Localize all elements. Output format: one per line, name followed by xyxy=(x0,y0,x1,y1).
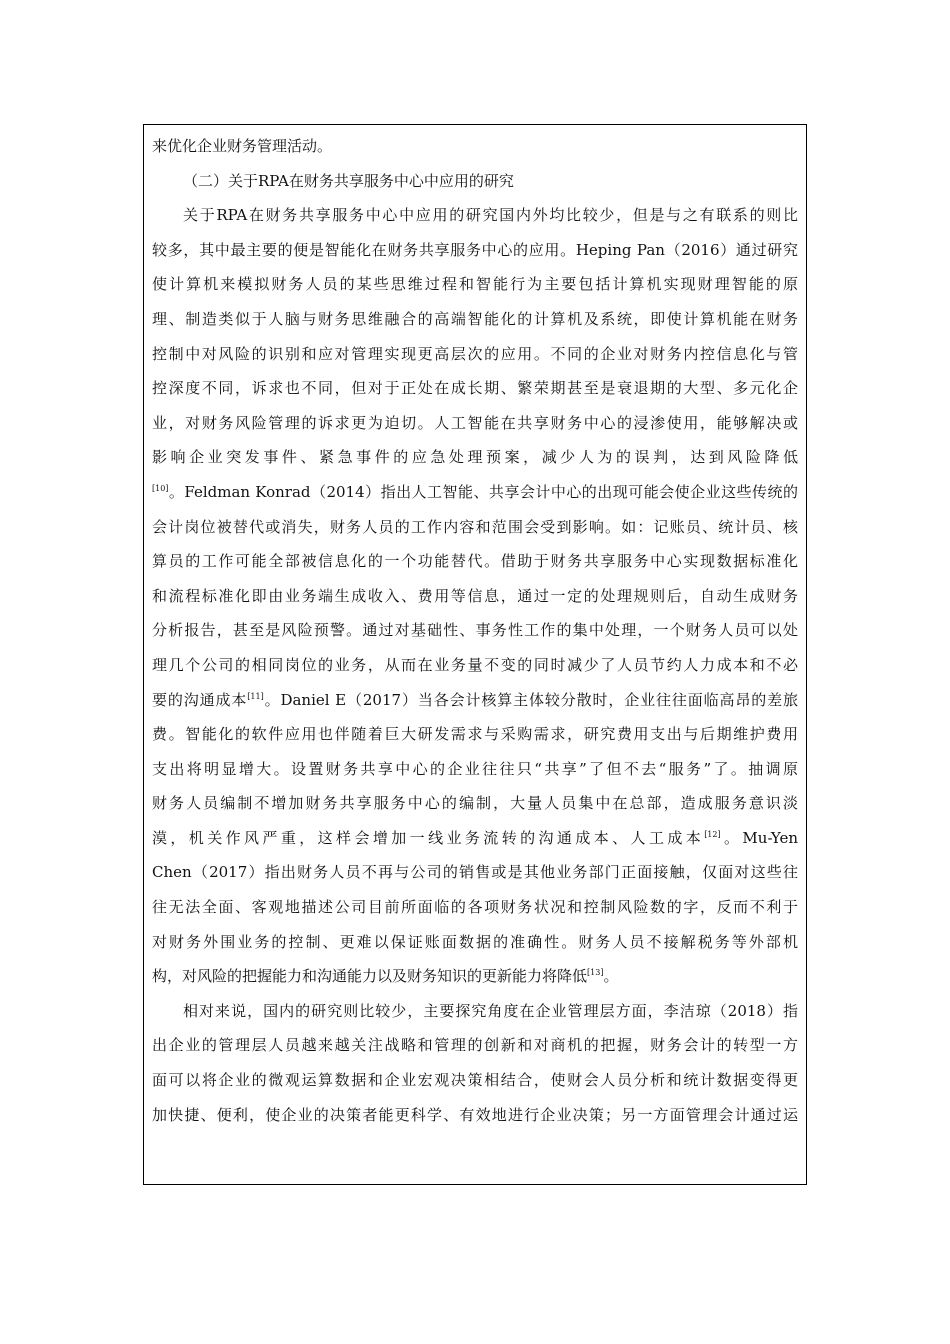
line-text: 算员的工作可能全部被信息化的一个功能替代。借助于财务共享服务中心实现数据标准化 xyxy=(152,552,798,571)
line-text: 往无法全面、客观地描述公司目前所面临的各项财务状况和控制风险数的字，反而不利于 xyxy=(152,898,798,917)
text-line xyxy=(152,371,798,406)
text-line xyxy=(152,1028,798,1063)
line-text: 业，对财务风险管理的诉求更为迫切。人工智能在共享财务中心的浸渗使用，能够解决或 xyxy=(152,413,798,432)
text-line xyxy=(152,648,798,683)
line-text-continued: 。 xyxy=(603,967,619,986)
text-line xyxy=(152,786,798,821)
citation-marker: [10] xyxy=(152,483,169,493)
text-line xyxy=(152,544,798,579)
line-text: 加快捷、便利，使企业的决策者能更科学、有效地进行企业决策；另一方面管理会计通过运 xyxy=(152,1105,798,1124)
text-line xyxy=(152,267,798,302)
text-line xyxy=(152,752,798,787)
line-text: 构，对风险的把握能力和沟通能力以及财务知识的更新能力将降低 xyxy=(152,967,588,986)
text-line xyxy=(152,302,798,337)
text-line xyxy=(152,925,798,960)
line-text: 和流程标准化即由业务端生成收入、费用等信息，通过一定的处理规则后，自动生成财务 xyxy=(152,586,798,605)
text-line xyxy=(152,475,798,510)
text-line xyxy=(152,613,798,648)
text-line xyxy=(152,1098,798,1133)
line-text: 。Feldman Konrad（2014）指出人工智能、共享会计中心的出现可能会使企业这些传统的 xyxy=(168,482,798,501)
line-text: 关于RPA在财务共享服务中心中应用的研究国内外均比较少，但是与之有联系的则比 xyxy=(183,206,798,225)
line-text: 费。智能化的软件应用也伴随着巨大研发需求与采购需求，研究费用支出与后期维护费用 xyxy=(152,725,798,744)
line-text: 对财务外围业务的控制、更难以保证账面数据的准确性。财务人员不接解税务等外部机 xyxy=(152,932,798,951)
line-text: 支出将明显增大。设置财务共享中心的企业往往只“共享”了但不去“服务”了。抽调原 xyxy=(152,759,798,778)
text-line xyxy=(152,855,798,890)
line-text-continued: 。Mu-Yen xyxy=(720,828,798,847)
line-text: 相对来说，国内的研究则比较少，主要探究角度在企业管理层方面，李洁琼（2018）指 xyxy=(183,1001,798,1020)
citation-marker: [13] xyxy=(587,968,604,978)
citation-marker: [11] xyxy=(247,691,264,701)
line-text: 出企业的管理层人员越来越关注战略和管理的创新和对商机的把握，财务会计的转型一方 xyxy=(152,1036,798,1055)
text-line xyxy=(152,510,798,545)
line-text: 较多，其中最主要的便是智能化在财务共享服务中心的应用。Heping Pan（2016）通过研究 xyxy=(152,240,798,259)
text-line xyxy=(152,579,798,614)
text-line xyxy=(152,717,798,752)
line-text: 来优化企业财务管理活动。 xyxy=(152,137,333,155)
line-text: 会计岗位被替代或消失，财务人员的工作内容和范围会受到影响。如：记账员、统计员、核 xyxy=(152,517,798,536)
line-text: 理几个公司的相同岗位的业务，从而在业务量不变的同时减少了人员节约人力成本和不必 xyxy=(152,655,798,674)
text-line xyxy=(152,406,798,441)
text-line xyxy=(152,683,798,718)
text-line xyxy=(152,1063,798,1098)
text-line xyxy=(152,198,798,233)
line-text: 面可以将企业的微观运算数据和企业宏观决策相结合，使财会人员分析和统计数据变得更 xyxy=(152,1071,798,1090)
line-text: 理、制造类似于人脑与财务思维融合的高端智能化的计算机及系统，即使计算机能在财务 xyxy=(152,309,798,328)
line-text: 漠，机关作风严重，这样会增加一线业务流转的沟通成本、人工成本 xyxy=(152,828,705,847)
line-text: Chen（2017）指出财务人员不再与公司的销售或是其他业务部门正面接触，仅面对这些往 xyxy=(152,863,798,882)
line-text: 控深度不同，诉求也不同，但对于正处在成长期、繁荣期甚至是衰退期的大型、多元化企 xyxy=(152,379,798,398)
text-line xyxy=(152,890,798,925)
line-text: 财务人员编制不增加财务共享服务中心的编制，大量人员集中在总部，造成服务意识淡 xyxy=(152,794,798,813)
citation-marker: [12] xyxy=(704,829,721,839)
text-line xyxy=(152,994,798,1029)
text-line xyxy=(152,129,798,164)
line-text-continued: 。Daniel E（2017）当各会计核算主体较分散时，企业往往面临高昂的差旅 xyxy=(263,690,798,709)
line-text: 使计算机来模拟财务人员的某些思维过程和智能行为主要包括计算机实现财理智能的原 xyxy=(152,275,798,294)
text-line xyxy=(152,959,798,994)
document-body xyxy=(152,129,798,1132)
line-text: 要的沟通成本 xyxy=(152,690,248,709)
line-text: 分析报告，甚至是风险预警。通过对基础性、事务性工作的集中处理，一个财务人员可以处 xyxy=(152,621,798,640)
text-line xyxy=(152,440,798,475)
line-text: 影响企业突发事件、紧急事件的应急处理预案，减少人为的误判，达到风险降低 xyxy=(152,448,798,467)
text-line xyxy=(152,337,798,372)
line-text: （二）关于RPA在财务共享服务中心中应用的研究 xyxy=(183,171,514,190)
text-line xyxy=(152,821,798,856)
line-text: 控制中对风险的识别和应对管理实现更高层次的应用。不同的企业对财务内控信息化与管 xyxy=(152,344,798,363)
section-heading xyxy=(152,164,798,199)
text-line xyxy=(152,233,798,268)
